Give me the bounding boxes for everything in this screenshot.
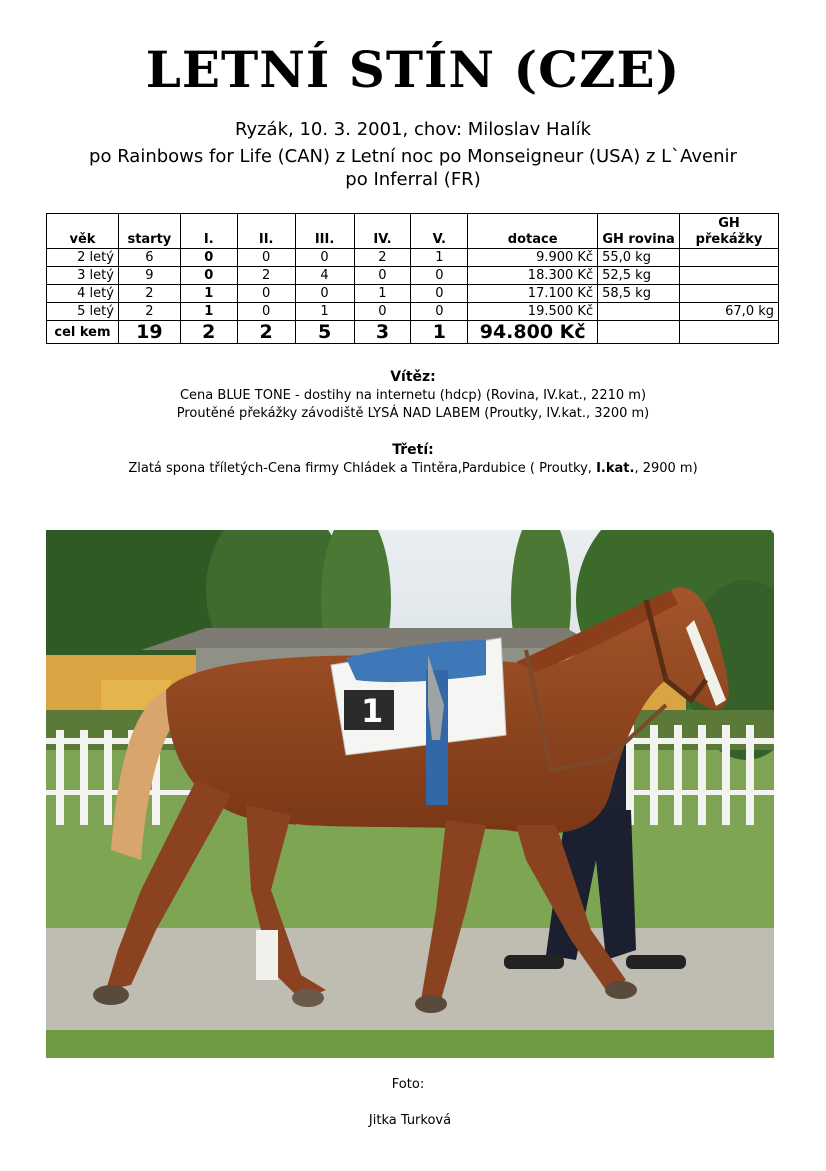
cell-gh-flat: 58,5 kg: [598, 285, 680, 303]
total-third: 5: [295, 321, 354, 344]
cell-gh-flat: 52,5 kg: [598, 267, 680, 285]
cell-starts: 2: [118, 303, 180, 321]
cell-fifth: 0: [411, 267, 468, 285]
total-label: cel kem: [47, 321, 119, 344]
horse-photo: [46, 530, 774, 1058]
header-third: III.: [295, 214, 354, 249]
winner-heading: Vítěz:: [390, 369, 436, 385]
third-race: [0, 461, 826, 476]
cell-third: 4: [295, 267, 354, 285]
header-prize-money: dotace: [468, 214, 598, 249]
header-gh-flat: GH rovina: [598, 214, 680, 249]
cell-third: 1: [295, 303, 354, 321]
cell-fourth: 2: [354, 249, 411, 267]
pedigree-line-3: po Inferral (FR): [345, 169, 481, 190]
cell-fifth: 1: [411, 249, 468, 267]
cell-prize-money: 18.300 Kč: [468, 267, 598, 285]
cell-second: 0: [237, 303, 295, 321]
cell-gh-hurdles: [680, 249, 779, 267]
header-gh-hurdles: GH překážky: [680, 214, 779, 249]
cell-second: 0: [237, 285, 295, 303]
cell-second: 2: [237, 267, 295, 285]
cell-starts: 2: [118, 285, 180, 303]
header-fourth: IV.: [354, 214, 411, 249]
header-fifth: V.: [411, 214, 468, 249]
pedigree-line-2: po Rainbows for Life (CAN) z Letní noc po Monseigneur (USA) z L`Avenir: [89, 146, 737, 167]
cell-gh-flat: 55,0 kg: [598, 249, 680, 267]
header-first: I.: [180, 214, 237, 249]
paved-path-shape: [46, 928, 774, 1033]
cell-gh-flat: [598, 303, 680, 321]
cell-gh-hurdles: 67,0 kg: [680, 303, 779, 321]
cell-age: 4 letý: [47, 285, 119, 303]
cell-fourth: 0: [354, 303, 411, 321]
cell-gh-hurdles: [680, 267, 779, 285]
total-prize-money: 94.800 Kč: [468, 321, 598, 344]
cell-age: 3 letý: [47, 267, 119, 285]
cell-prize-money: 9.900 Kč: [468, 249, 598, 267]
cell-first: 0: [180, 267, 237, 285]
header-second: II.: [237, 214, 295, 249]
table-header-row: [47, 214, 779, 249]
third-race-text: Zlatá spona tříletých-Cena firmy Chládek a Tintěra,Pardubice ( Proutky,: [128, 461, 597, 476]
total-fifth: 1: [411, 321, 468, 344]
cell-prize-money: 19.500 Kč: [468, 303, 598, 321]
winner-race-1: Cena BLUE TONE - dostihy na internetu (hdcp) (Rovina, IV.kat., 2210 m): [179, 388, 647, 403]
cell-third: 0: [295, 249, 354, 267]
cell-first: 0: [180, 249, 237, 267]
table-row: [47, 303, 779, 321]
total-gh-hurdles: [680, 321, 779, 344]
cell-fourth: 0: [354, 267, 411, 285]
total-first: 2: [180, 321, 237, 344]
table-row: [47, 285, 779, 303]
cell-starts: 6: [118, 249, 180, 267]
horse-name-title: LETNÍ STÍN (CZE): [145, 40, 681, 99]
third-heading: Třetí:: [392, 442, 434, 458]
total-starts: 19: [118, 321, 180, 344]
cell-fifth: 0: [411, 285, 468, 303]
cell-second: 0: [237, 249, 295, 267]
cell-fourth: 1: [354, 285, 411, 303]
header-starts: starty: [118, 214, 180, 249]
cell-first: 1: [180, 303, 237, 321]
total-fourth: 3: [354, 321, 411, 344]
third-race-distance: , 2900 m): [634, 461, 698, 476]
cell-age: 2 letý: [47, 249, 119, 267]
total-gh-flat: [598, 321, 680, 344]
header-age: věk: [47, 214, 119, 249]
pedigree-line-1: Ryzák, 10. 3. 2001, chov: Miloslav Halík: [234, 119, 592, 140]
cell-third: 0: [295, 285, 354, 303]
table-row: [47, 267, 779, 285]
table-row: [47, 249, 779, 267]
table-total-row: [47, 321, 779, 344]
cell-gh-hurdles: [680, 285, 779, 303]
third-race-category: I.kat.: [596, 461, 635, 476]
roof-shape: [141, 628, 606, 650]
cell-starts: 9: [118, 267, 180, 285]
photo-credit-label: Foto:: [391, 1077, 425, 1092]
cell-age: 5 letý: [47, 303, 119, 321]
saddle-cloth-number: 1: [361, 692, 384, 730]
cell-fifth: 0: [411, 303, 468, 321]
total-second: 2: [237, 321, 295, 344]
cell-first: 1: [180, 285, 237, 303]
career-stats-table: [46, 213, 779, 344]
photo-credit-author: Jitka Turková: [368, 1113, 452, 1128]
cell-prize-money: 17.100 Kč: [468, 285, 598, 303]
winner-race-2: Proutěné překážky závodiště LYSÁ NAD LABEM (Proutky, IV.kat., 3200 m): [176, 406, 650, 421]
